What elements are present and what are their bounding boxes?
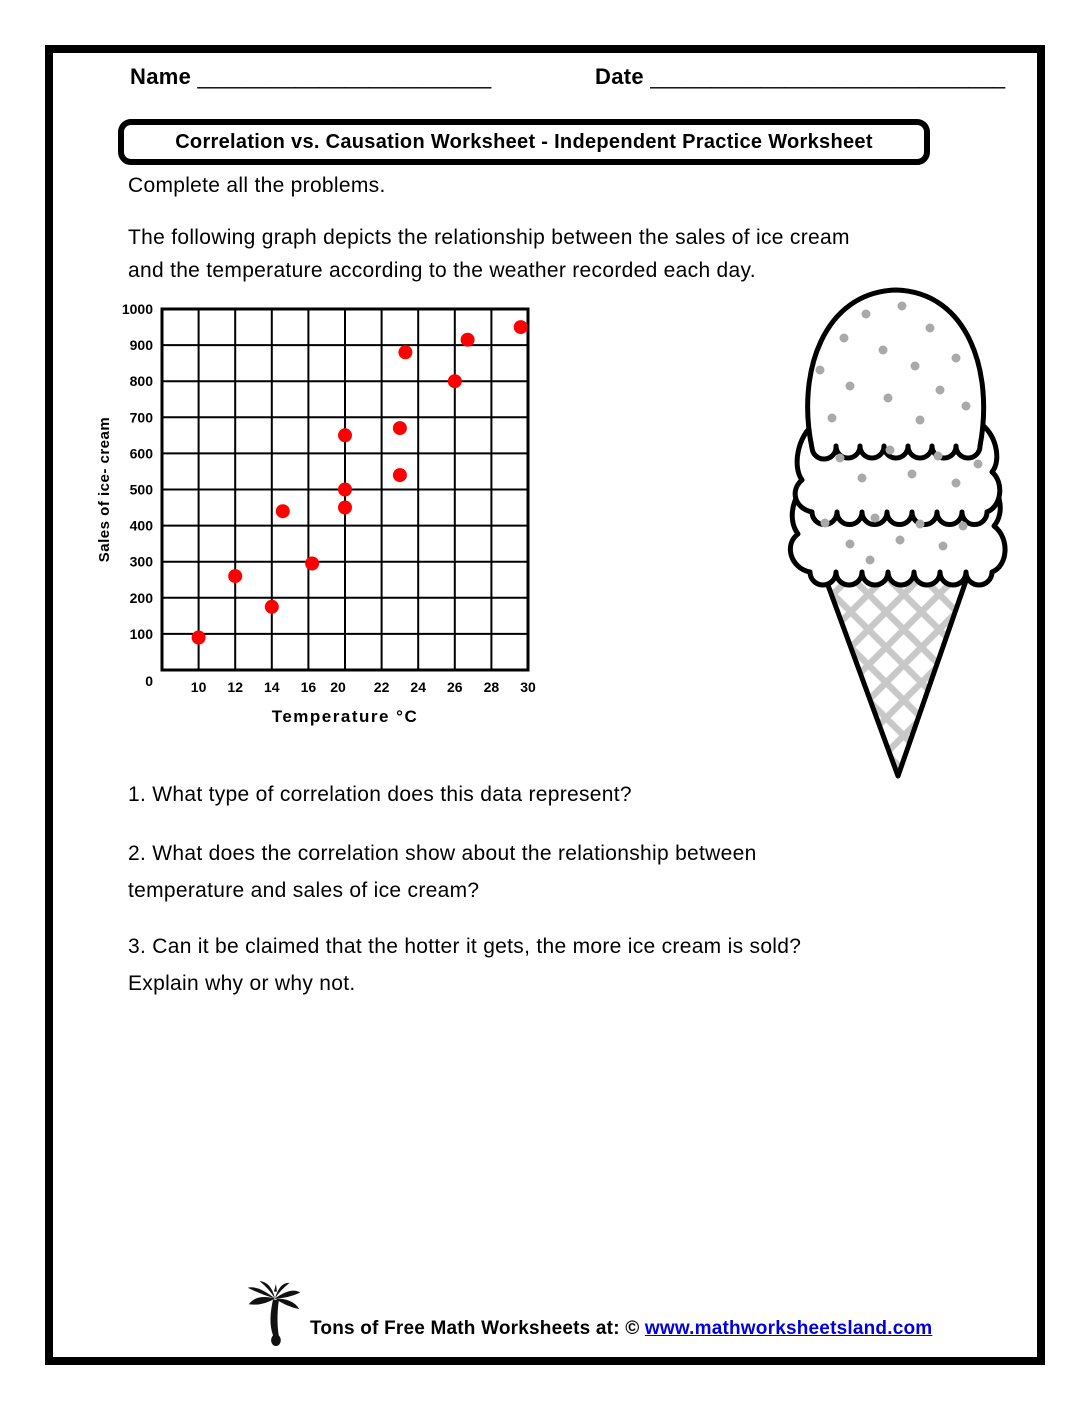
data-point <box>448 374 462 388</box>
data-point <box>192 631 206 645</box>
ice-cream-cone-clipart <box>780 276 1012 796</box>
date-field <box>595 64 1005 90</box>
svg-text:300: 300 <box>129 553 153 570</box>
data-point <box>338 501 352 515</box>
question-1 <box>128 776 632 813</box>
name-blank-line: ________________________ <box>197 64 492 89</box>
data-point <box>228 569 242 583</box>
date-label: Date <box>595 64 644 89</box>
date-blank-line: _____________________________ <box>650 64 1006 89</box>
svg-text:800: 800 <box>129 373 153 390</box>
data-point <box>305 557 319 571</box>
question-line: temperature and sales of ice cream? <box>128 879 480 902</box>
worksheet-title-box <box>118 119 930 165</box>
svg-text:20: 20 <box>330 679 346 695</box>
palm-tree-icon <box>244 1280 304 1348</box>
svg-text:900: 900 <box>129 337 153 354</box>
footer-credit-text: Tons of Free Math Worksheets at: © <box>310 1318 640 1339</box>
data-point <box>276 504 290 518</box>
svg-text:0: 0 <box>145 673 153 689</box>
svg-text:Sales of ice- cream: Sales of ice- cream <box>96 416 113 563</box>
name-field <box>130 64 491 90</box>
svg-text:600: 600 <box>129 445 153 462</box>
svg-text:24: 24 <box>410 679 426 695</box>
svg-text:Temperature °C: Temperature °C <box>271 707 419 726</box>
svg-text:100: 100 <box>129 625 153 642</box>
question-line: 2. What does the correlation show about the relationship between <box>128 842 757 865</box>
question-2 <box>128 835 757 909</box>
svg-text:500: 500 <box>129 481 153 498</box>
data-point <box>398 345 412 359</box>
question-line: 1. What type of correlation does this data represent? <box>128 783 632 806</box>
intro-paragraph <box>128 221 850 287</box>
footer <box>244 1278 932 1348</box>
svg-text:28: 28 <box>483 679 500 695</box>
data-point <box>461 333 475 347</box>
svg-text:12: 12 <box>227 679 243 695</box>
name-label: Name <box>130 64 192 89</box>
svg-text:26: 26 <box>447 679 463 695</box>
data-point <box>514 320 528 334</box>
question-3 <box>128 928 801 1002</box>
footer-link[interactable]: www.mathworksheetsland.com <box>644 1318 933 1339</box>
question-line: Explain why or why not. <box>128 972 356 995</box>
instructions-text: Complete all the problems. <box>128 174 386 197</box>
svg-text:400: 400 <box>129 517 153 534</box>
data-point <box>393 421 407 435</box>
svg-text:10: 10 <box>190 679 207 695</box>
svg-text:16: 16 <box>300 679 317 695</box>
data-point <box>338 483 352 497</box>
svg-text:1000: 1000 <box>121 301 153 317</box>
svg-text:700: 700 <box>129 409 153 426</box>
data-point <box>393 468 407 482</box>
svg-text:200: 200 <box>129 589 153 606</box>
data-point <box>265 600 279 614</box>
intro-line: and the temperature according to the weather recorded each day. <box>128 259 756 282</box>
svg-text:14: 14 <box>264 679 280 695</box>
intro-line: The following graph depicts the relationship between the sales of ice cream <box>128 226 850 249</box>
svg-text:22: 22 <box>373 679 390 695</box>
question-line: 3. Can it be claimed that the hotter it gets, the more ice cream is sold? <box>128 935 802 958</box>
scatter-plot-temperature-vs-sales <box>95 290 555 730</box>
data-point <box>338 428 352 442</box>
svg-text:30: 30 <box>520 679 536 695</box>
worksheet-title: Correlation vs. Causation Worksheet - Independent Practice Worksheet <box>175 130 873 153</box>
